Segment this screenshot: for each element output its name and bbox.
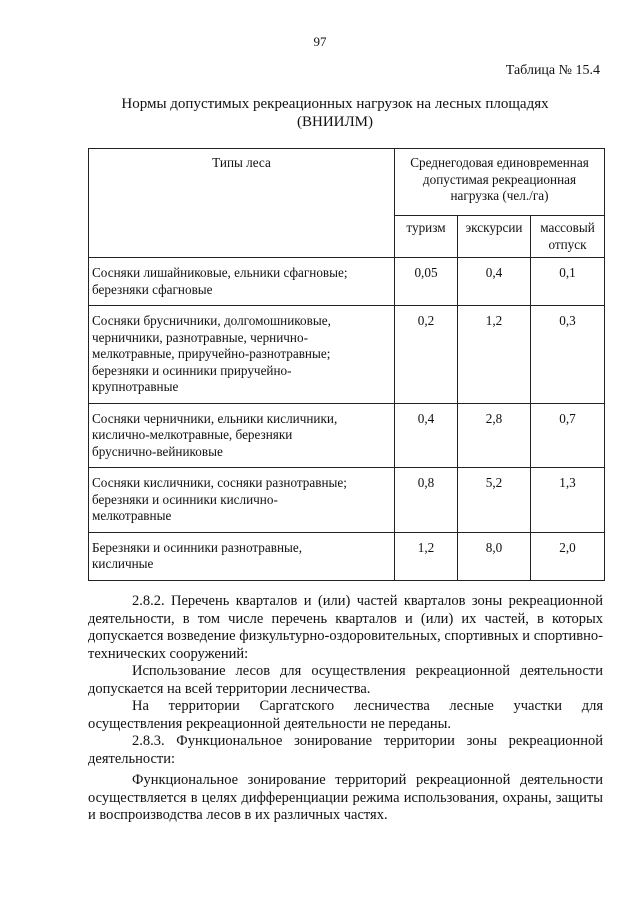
tourism-value: 0,05	[395, 258, 458, 306]
excursions-value: 8,0	[458, 532, 531, 580]
forest-type-cell	[89, 306, 395, 404]
forest-type-line: Сосняки черничники, ельники кисличники,	[92, 410, 338, 426]
forest-type-cell	[89, 403, 395, 468]
tourism-value: 1,2	[395, 532, 458, 580]
forest-type-line: крупнотравные	[92, 379, 179, 394]
subheader-mass-line: массовый	[540, 220, 595, 235]
forest-type-cell	[89, 258, 395, 306]
mass-recreation-value: 1,3	[531, 468, 605, 533]
table-row	[89, 468, 605, 533]
forest-type-line: кислично-мелкотравные, березняки	[92, 427, 293, 442]
mass-recreation-value: 0,1	[531, 258, 605, 306]
forest-type-line: Березняки и осинники разнотравные,	[92, 539, 303, 555]
recreational-load-table	[88, 148, 605, 581]
header-average-load	[395, 149, 605, 216]
paragraph: 2.8.3. Функциональное зонирование территории зоны рекреационной деятельности:	[88, 733, 603, 767]
paragraph: Функциональное зонирование территорий рекреационной деятельности осуществляется в целях дифференциации режима использования, охраны, защиты и воспроизводства лесов в их различных частях.	[88, 772, 603, 823]
table-row	[89, 532, 605, 580]
page-number: 97	[313, 34, 327, 49]
table-title-line: (ВНИИЛМ)	[296, 114, 373, 130]
subheader-mass-recreation	[531, 216, 605, 258]
table-row	[89, 306, 605, 404]
forest-type-line: Сосняки лишайниковые, ельники сфагновые;	[92, 265, 348, 280]
forest-type-line: бруснично-вейниковые	[92, 443, 223, 459]
forest-type-line: Сосняки брусничники, долгомошниковые,	[92, 313, 331, 328]
forest-type-cell	[89, 532, 395, 580]
subheader-mass-line: отпуск	[548, 236, 587, 252]
header-load-line: нагрузка (чел./га)	[450, 188, 549, 203]
table-row	[89, 258, 605, 306]
tourism-value: 0,4	[395, 403, 458, 468]
tourism-value: 0,2	[395, 306, 458, 404]
mass-recreation-value: 2,0	[531, 532, 605, 580]
forest-type-line: березняки и осинники приручейно-	[92, 362, 292, 378]
forest-type-line: кисличные	[92, 556, 154, 571]
table-header-row	[89, 149, 605, 216]
header-load-line: Среднегодовая единовременная	[410, 155, 589, 170]
tourism-value: 0,8	[395, 468, 458, 533]
excursions-value: 2,8	[458, 403, 531, 468]
table-label: Таблица № 15.4	[505, 63, 600, 78]
forest-type-line: мелкотравные	[92, 508, 172, 523]
excursions-value: 0,4	[458, 258, 531, 306]
body-text	[88, 593, 603, 825]
excursions-value: 5,2	[458, 468, 531, 533]
paragraph: 2.8.2. Перечень кварталов и (или) частей кварталов зоны рекреационной деятельности, в том числе перечень кварталов и (или) их частей, в которых допускается возведение физкультурно-оздоровительных, спортивных и спортивно-технических сооружений:	[88, 593, 603, 662]
header-forest-types: Типы леса	[89, 149, 395, 258]
forest-type-line: березняки сфагновые	[92, 281, 213, 297]
table-title-line: Нормы допустимых рекреационных нагрузок на лесных площадях	[121, 96, 549, 112]
header-load-line: допустимая рекреационная	[422, 171, 577, 187]
paragraph: Использование лесов для осуществления рекреационной деятельности допускается на всей территории лесничества.	[88, 663, 603, 697]
paragraph: На территории Саргатского лесничества лесные участки для осуществления рекреационной деятельности не переданы.	[88, 698, 603, 732]
forest-type-line: Сосняки кисличники, сосняки разнотравные;	[92, 475, 347, 490]
table-title	[95, 95, 575, 131]
table-row	[89, 403, 605, 468]
forest-type-line: мелкотравные, приручейно-разнотравные;	[92, 346, 331, 361]
subheader-excursions: экскурсии	[458, 216, 531, 258]
excursions-value: 1,2	[458, 306, 531, 404]
mass-recreation-value: 0,3	[531, 306, 605, 404]
forest-type-line: березняки и осинники кислично-	[92, 491, 278, 507]
mass-recreation-value: 0,7	[531, 403, 605, 468]
subheader-tourism: туризм	[395, 216, 458, 258]
forest-type-cell	[89, 468, 395, 533]
forest-type-line: черничники, разнотравные, чернично-	[92, 329, 308, 345]
